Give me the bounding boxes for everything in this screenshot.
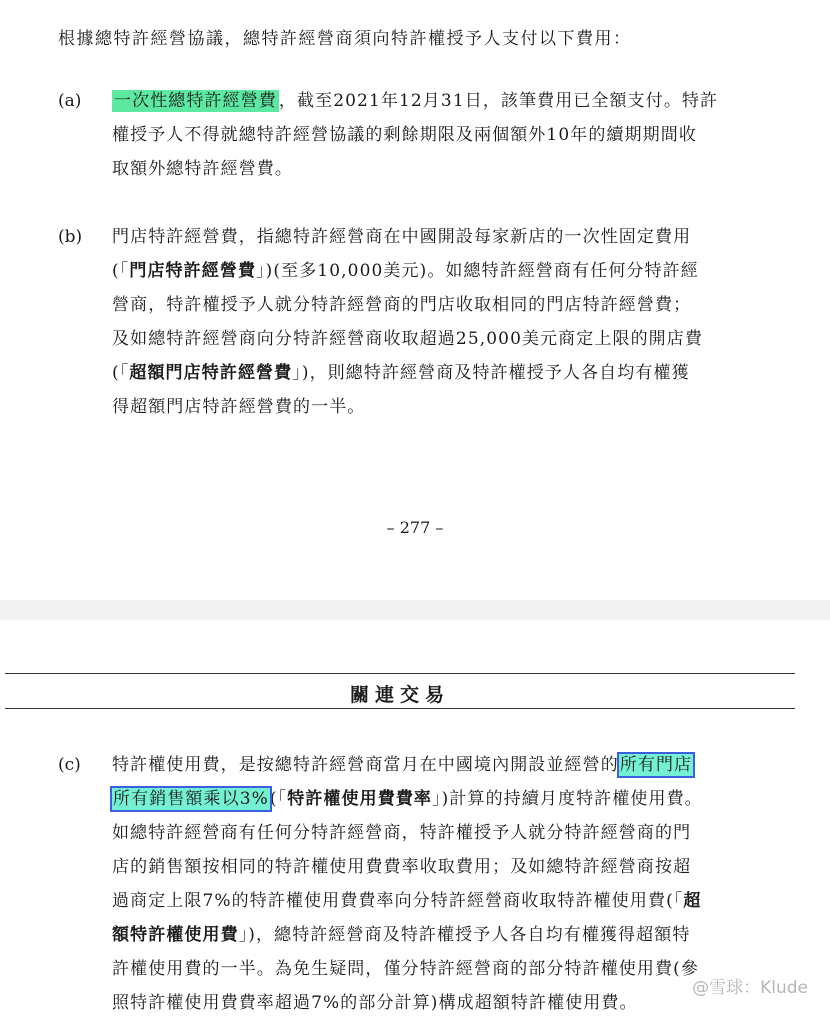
text-line: 及如總特許經營商向分特許經營商收取超過25,000美元商定上限的開店費 [112, 329, 703, 349]
text-span: (「 [269, 789, 288, 809]
text-line: 許權使用費的一半。為免生疑問，僅分特許經營商的部分特許權使用費(參 [112, 959, 699, 979]
header-rule-bottom [5, 708, 795, 709]
text-span: 」)，總特許經營商及特許權授予人各自均有權獲得超額特 [238, 925, 691, 945]
text-span: 」)，則總特許經營商及特許權授予人各自均有權獲 [292, 363, 690, 383]
text-line [112, 782, 802, 816]
text-line: 照特許權使用費費率超過7%的部分計算)構成超額特許權使用費。 [112, 993, 638, 1013]
item-label: (b) [58, 227, 83, 247]
text-line [112, 884, 802, 918]
highlight: 所有銷售額乘以3% [113, 789, 269, 809]
watermark: @雪球：Klude [692, 978, 808, 998]
highlight: 所有門店 [619, 755, 693, 775]
defined-term: 門店特許經營費 [129, 261, 257, 281]
text-line: 店的銷售額按相同的特許權使用費費率收取費用；及如總特許經營商按超 [112, 857, 692, 877]
text-span: (「 [112, 363, 130, 383]
defined-term: 超額門店特許經營費 [129, 363, 293, 383]
text-line: 門店特許經營費，指總特許經營商在中國開設每家新店的一次性固定費用 [112, 227, 692, 247]
text-line: 權授予人不得就總特許經營協議的剩餘期限及兩個額外10年的續期期間收 [112, 125, 697, 145]
text-span: 過商定上限7%的特許權使用費費率向分特許經營商收取特許權使用費(「 [112, 891, 684, 911]
intro-paragraph: 根據總特許經營協議，總特許經營商須向特許權授予人支付以下費用： [58, 29, 632, 49]
defined-term: 特許權使用費費率 [287, 789, 433, 809]
highlight: 一次性總特許經營費 [114, 91, 277, 111]
text-span: 特許權使用費，是按總特許經營商當月在中國境內開設並經營的 [112, 755, 619, 775]
item-label: (c) [58, 755, 81, 775]
defined-term: 超 [683, 891, 702, 911]
text-line: 如總特許經營商有任何分特許經營商，特許權授予人就分特許經營商的門 [112, 823, 692, 843]
text-span: 」)計算的持續月度特許權使用費。 [432, 789, 703, 809]
text-line [112, 356, 802, 390]
text-span: (「 [112, 261, 130, 281]
text-line: 得超額門店特許經營費的一半。 [112, 397, 366, 417]
text-span: 」)(至多10,000美元)。如總特許經營商有任何分特許經 [256, 261, 699, 281]
text-line: 取額外總特許經營費。 [112, 159, 293, 179]
item-label: (a) [58, 91, 82, 111]
page-number: – 277 – [386, 518, 444, 537]
text-line [112, 748, 802, 782]
text-line [112, 918, 802, 952]
text-line [112, 254, 802, 288]
section-title: 關連交易 [349, 684, 450, 706]
text-span: ，截至2021年12月31日，該筆費用已全額支付。特許 [278, 91, 719, 111]
defined-term: 額特許權使用費 [112, 925, 239, 945]
header-rule-top [5, 673, 795, 674]
text-line: 營商，特許權授予人就分特許經營商的門店收取相同的門店特許經營費； [112, 295, 692, 315]
page-separator [0, 600, 830, 620]
text-line [112, 84, 802, 118]
